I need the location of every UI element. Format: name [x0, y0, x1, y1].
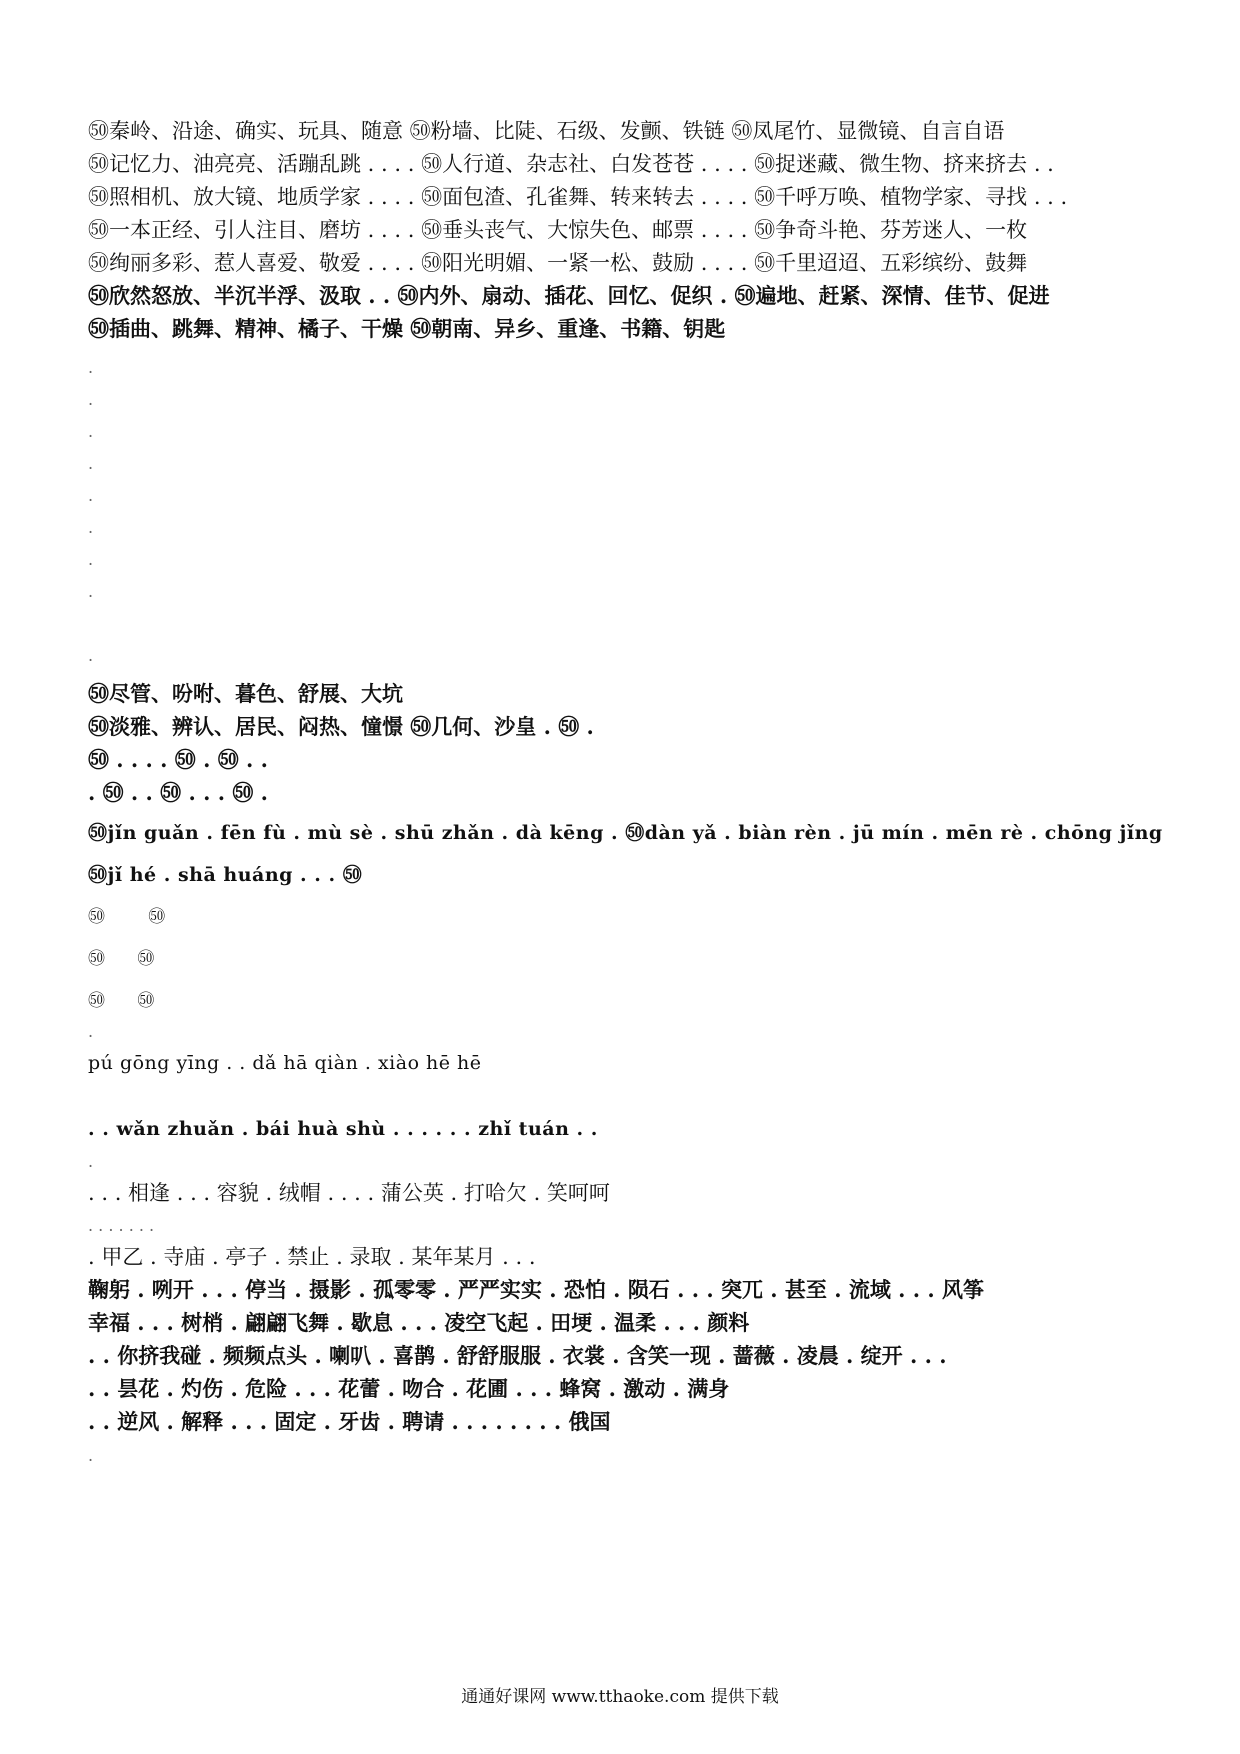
- pinyin-line-2: ㊿jǐ hé . shā huáng . . . ㊿: [88, 864, 363, 886]
- spacer-dot: .: [88, 646, 94, 665]
- pinyin-line-4: . . wǎn zhuǎn . bái huà shù . . . . . . zhǐ tuán . .: [88, 1118, 598, 1140]
- vocab-e-line-5: . . 昙花 . 灼伤 . 危险 . . . 花蕾 . 吻合 . 花圃 . . . 蜂窝 . 激动 . 满身: [88, 1376, 730, 1401]
- vocab-b-line-4: . ㊿ . . ㊿ . . . ㊿ .: [88, 780, 268, 805]
- vocab-line-1: ㊿秦岭、沿途、确实、玩具、随意 ㊿粉墙、比陡、石级、发颤、铁链 ㊿凤尾竹、显微镜、自言自语: [88, 119, 1005, 143]
- vocab-line-3: ㊿照相机、放大镜、地质学家 . . . . ㊿面包渣、孔雀舞、转来转去 . . . . ㊿千呼万唤、植物学家、寻找 . . .: [88, 185, 1068, 209]
- number-marker-line-2: ㊿ ㊿: [88, 949, 155, 969]
- number-marker-line-1: ㊿ ㊿: [88, 907, 166, 927]
- spacer-dot: .: [88, 358, 94, 377]
- pinyin-line-3: pú gōng yīng . . dǎ hā qiàn . xiào hē hē: [88, 1052, 482, 1074]
- vocab-line-7: ㊿插曲、跳舞、精神、橘子、干燥 ㊿朝南、异乡、重逢、书籍、钥匙: [88, 316, 726, 341]
- pinyin-line-1: ㊿jǐn guǎn . fēn fù . mù sè . shū zhǎn . dà kēng . ㊿dàn yǎ . biàn rèn . jū mín . mēn rè . chōng jǐng: [88, 822, 1163, 844]
- vocab-e-line-2: 鞠躬 . 咧开 . . . 停当 . 摄影 . 孤零零 . 严严实实 . 恐怕 . 陨石 . . . 突兀 . 甚至 . 流域 . . . 风筝: [88, 1277, 984, 1302]
- spacer-dot: .: [88, 486, 94, 505]
- spacer-dot: .: [88, 422, 94, 441]
- spacer-dot: .: [88, 550, 94, 569]
- vocab-d-line: . . . 相逢 . . . 容貌 . 绒帽 . . . . 蒲公英 . 打哈欠 . 笑呵呵: [88, 1181, 610, 1205]
- spacer-dot: .: [88, 582, 94, 601]
- vocab-b-line-3: ㊿ . . . . ㊿ . ㊿ . .: [88, 747, 268, 772]
- vocab-e-line-6: . . 逆风 . 解释 . . . 固定 . 牙齿 . 聘请 . . . . . . . . 俄国: [88, 1409, 611, 1434]
- spacer-dot: .: [88, 518, 94, 537]
- vocab-b-line-1: ㊿尽管、吩咐、暮色、舒展、大坑: [88, 681, 403, 706]
- vocab-line-2: ㊿记忆力、油亮亮、活蹦乱跳 . . . . ㊿人行道、杂志社、白发苍苍 . . . . ㊿捉迷藏、微生物、挤来挤去 . .: [88, 152, 1054, 176]
- spacer-dot: .: [88, 1152, 94, 1171]
- spacer-dot: .: [88, 390, 94, 409]
- vocab-e-line-3: 幸福 . . . 树梢 . 翩翩飞舞 . 歇息 . . . 凌空飞起 . 田埂 . 温柔 . . . 颜料: [88, 1310, 750, 1335]
- spacer-dot: .: [88, 1446, 94, 1465]
- number-marker-line-3: ㊿ ㊿: [88, 991, 155, 1011]
- vocab-line-4: ㊿一本正经、引人注目、磨坊 . . . . ㊿垂头丧气、大惊失色、邮票 . . . . ㊿争奇斗艳、芬芳迷人、一枚: [88, 218, 1028, 242]
- vocab-b-line-2: ㊿淡雅、辨认、居民、闷热、憧憬 ㊿几何、沙皇 . ㊿ .: [88, 714, 594, 739]
- vocab-e-line-4: . . 你挤我碰 . 频频点头 . 喇叭 . 喜鹊 . 舒舒服服 . 衣裳 . 含笑一现 . 蔷薇 . 凌晨 . 绽开 . . .: [88, 1343, 947, 1368]
- vocab-e-line-1: . 甲乙 . 寺庙 . 亭子 . 禁止 . 录取 . 某年某月 . . .: [88, 1245, 536, 1269]
- spacer-dot: .: [88, 454, 94, 473]
- vocab-line-6: ㊿欣然怒放、半沉半浮、汲取 . . ㊿内外、扇动、插花、回忆、促织 . ㊿遍地、赶紧、深情、佳节、促进: [88, 283, 1050, 308]
- spacer-dot: . . . . . . .: [88, 1216, 155, 1235]
- vocab-line-5: ㊿绚丽多彩、惹人喜爱、敬爱 . . . . ㊿阳光明媚、一紧一松、鼓励 . . . . ㊿千里迢迢、五彩缤纷、鼓舞: [88, 251, 1028, 275]
- footer-text: 通通好课网 www.tthaoke.com 提供下载: [461, 1687, 779, 1707]
- spacer-dot: .: [88, 1022, 94, 1041]
